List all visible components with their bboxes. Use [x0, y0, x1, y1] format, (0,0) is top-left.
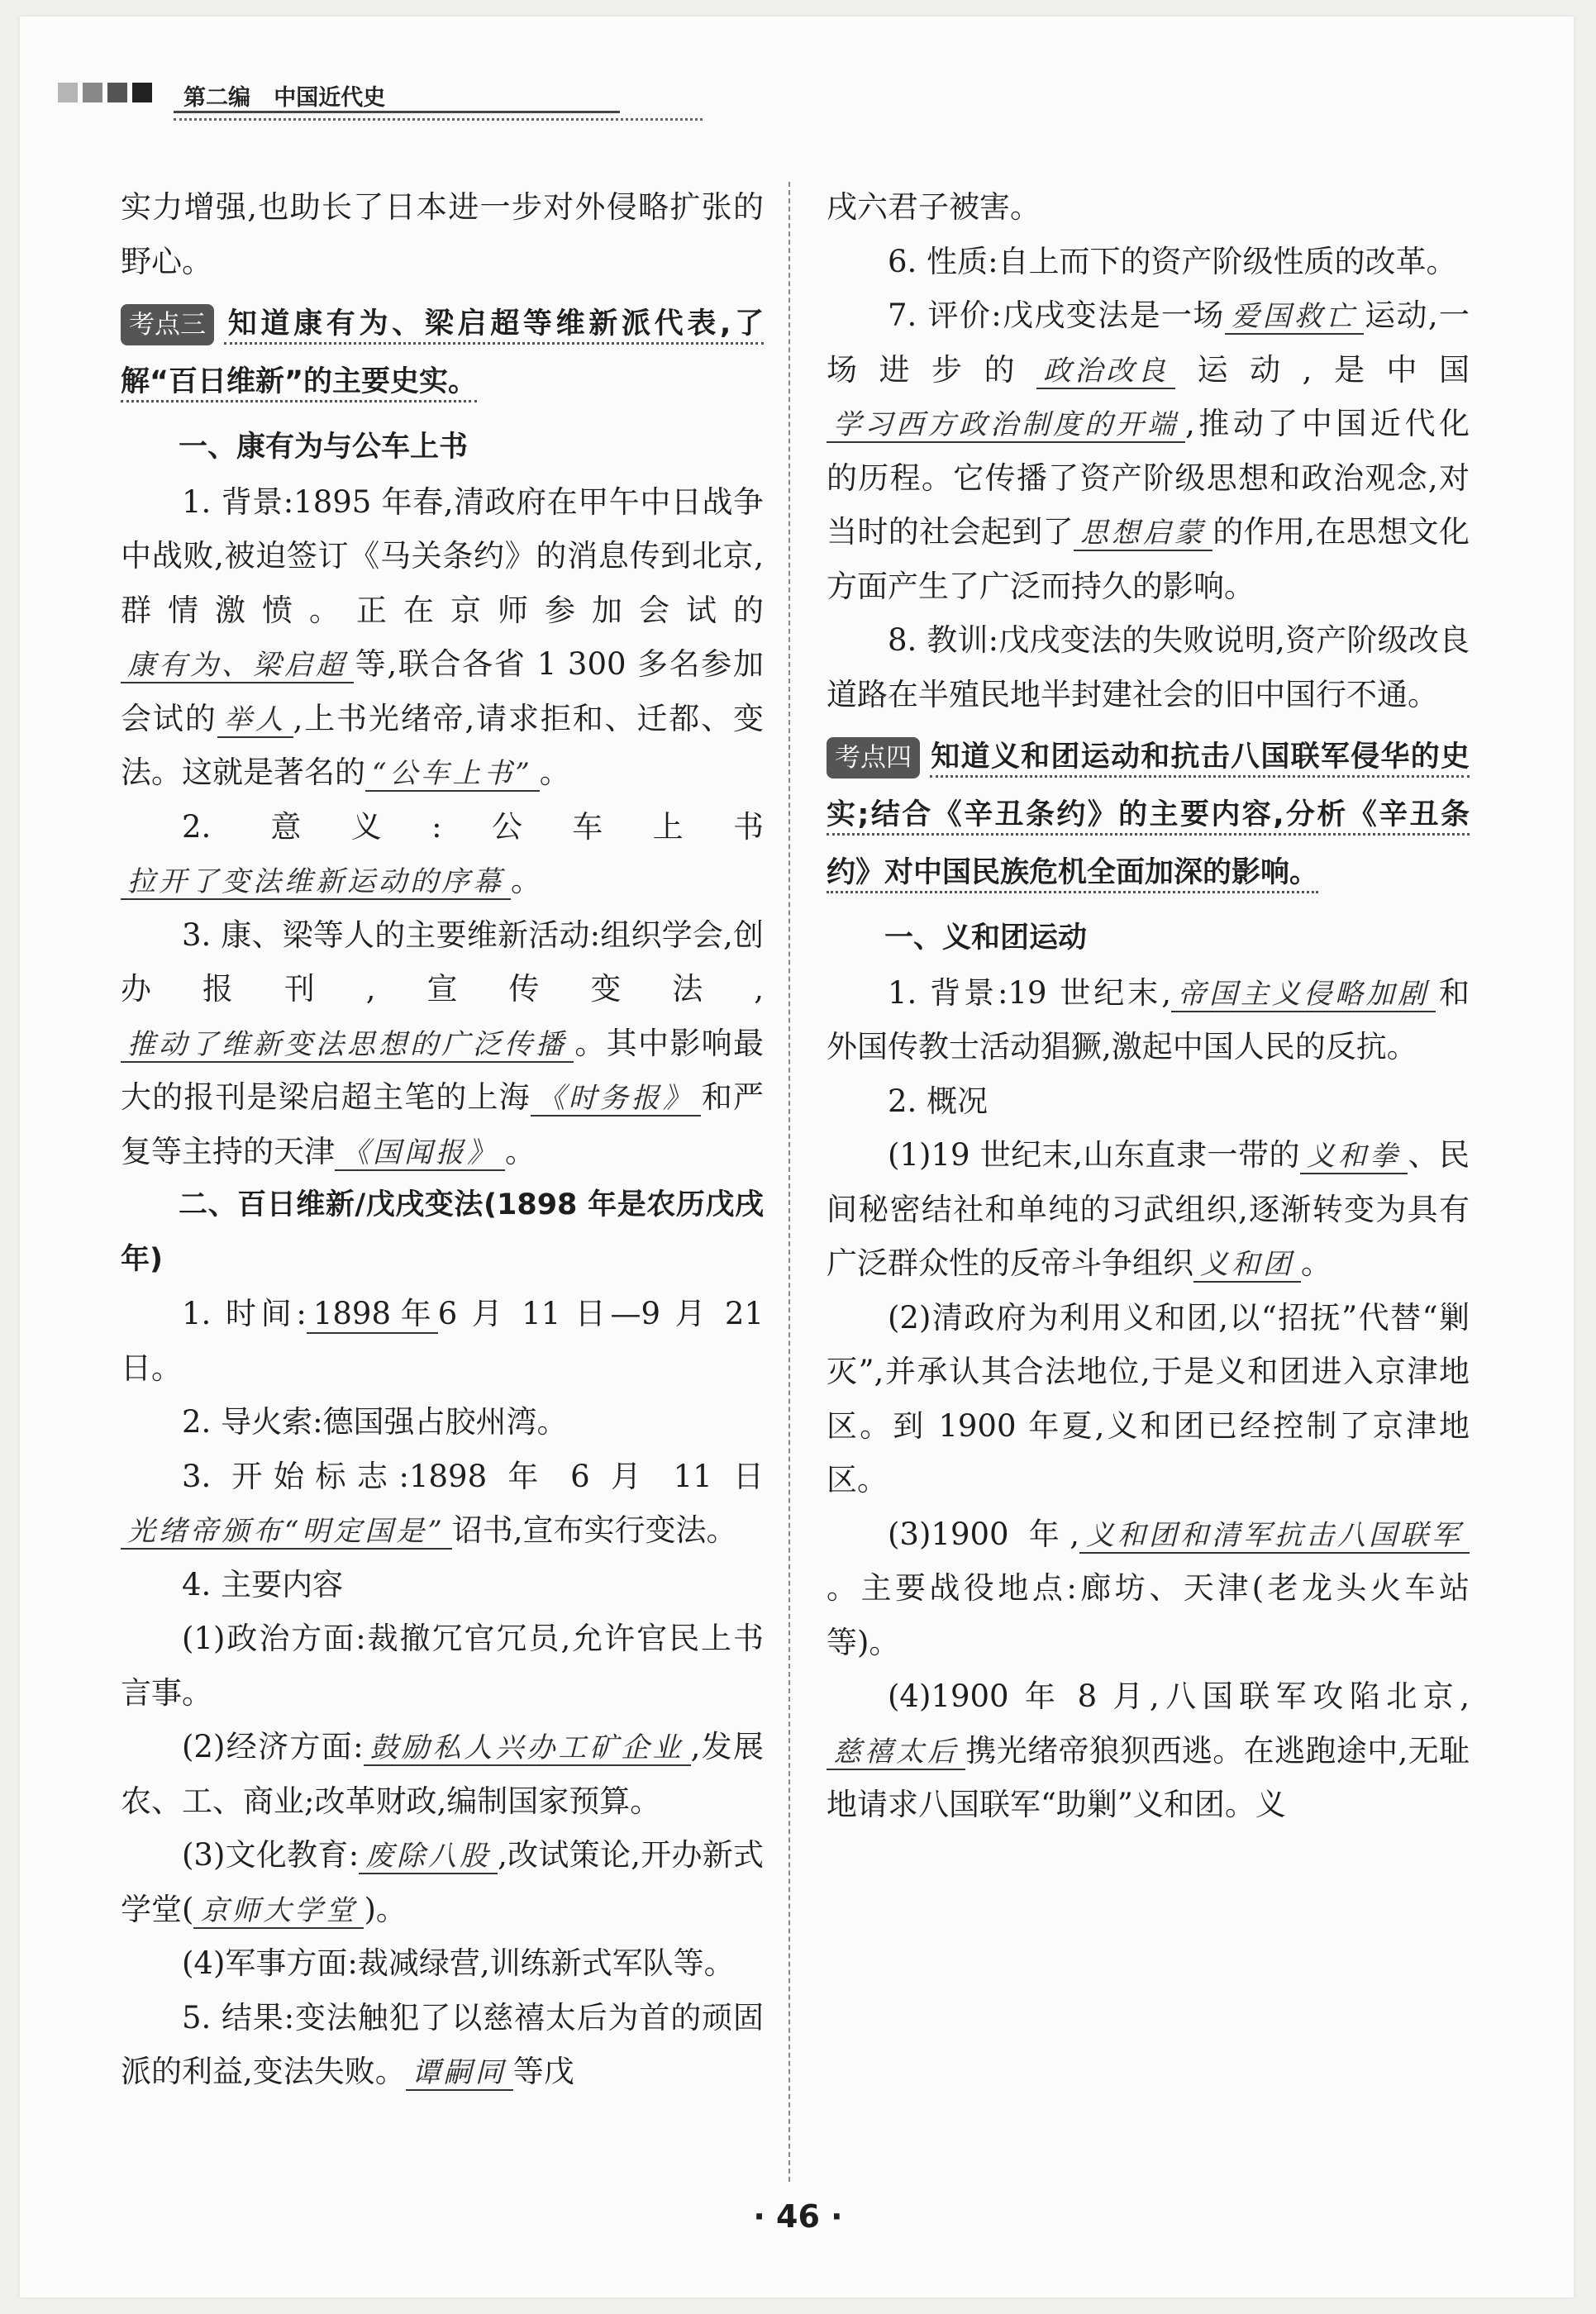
activities-paragraph: [121, 908, 764, 1179]
answer-blank: 帝国主义侵略加剧: [1171, 978, 1436, 1012]
text: 5. 结果:变法触犯了以慈禧太后为首的顽固派的利益,变法失败。: [121, 1999, 764, 2089]
overview-1: [827, 1128, 1470, 1291]
text: 。: [1301, 1245, 1332, 1281]
overview-2: (2)清政府为利用义和团,以“招抚”代替“剿灭”,并承认其合法地位,于是义和团进入京津地区。到 1900 年夏,义和团已经控制了京津地区。: [827, 1299, 1470, 1497]
section-heading: 二、百日维新/戊戌变法(1898 年是农历戊戌年): [121, 1188, 764, 1276]
answer-blank: 《时务报》: [531, 1083, 701, 1117]
text: 3. 康、梁等人的主要维新活动:组织学会,创办报刊,宣传变法,: [121, 917, 764, 1007]
answer-blank: 举人: [217, 704, 293, 738]
paragraph: 戌六君子被害。: [827, 189, 1041, 225]
text: 6 月 11 日—9 月 21 日。: [121, 1296, 764, 1386]
lesson-paragraph: 8. 教训:戊戌变法的失败说明,资产阶级改良道路在半殖民地半封建社会的旧中国行不通。: [827, 622, 1470, 712]
page-number: · 46 ·: [753, 2198, 843, 2235]
section-heading: 一、康有为与公车上书: [179, 431, 469, 464]
key-point-3: [121, 295, 764, 411]
answer-blank: 拉开了变法维新运动的序幕: [121, 866, 511, 900]
text: 。: [539, 755, 570, 790]
text: )。: [364, 1891, 407, 1927]
overview-3: [827, 1507, 1470, 1670]
text: ,改试策论,开办新式学堂(: [121, 1837, 764, 1927]
significance-paragraph: [121, 800, 764, 908]
text: 运动,一场进步的: [827, 298, 1470, 388]
result-paragraph: [121, 1991, 764, 2099]
answer-blank: 鼓励私人兴办工矿企业: [364, 1732, 691, 1766]
text: 。主要战役地点:廊坊、天津(老龙头火车站等)。: [827, 1570, 1470, 1660]
content-title: 4. 主要内容: [182, 1566, 344, 1602]
text: 携光绪帝狼狈西逃。在逃跑途中,无耻地请求八国联军“助剿”义和团。义: [827, 1732, 1470, 1822]
economic-paragraph: [121, 1720, 764, 1828]
answer-blank: 义和团和清军抗击八国联军: [1079, 1520, 1470, 1554]
answer-blank: 学习西方政治制度的开端: [827, 409, 1185, 443]
answer-blank: 义和拳: [1300, 1140, 1408, 1174]
answer-blank: 慈禧太后: [827, 1736, 965, 1770]
header-section: 第二编: [183, 85, 250, 111]
answer-blank: 废除八股: [359, 1840, 498, 1874]
header-rule: [174, 111, 620, 113]
text: 。: [511, 863, 541, 898]
fuse-paragraph: 2. 导火索:德国强占胶州湾。: [182, 1404, 568, 1440]
text: 的作用,在思想文化方面产生了广泛而持久的影响。: [827, 514, 1470, 604]
text: (3)文化教育:: [182, 1837, 360, 1873]
text: (2)经济方面:: [182, 1729, 364, 1764]
answer-blank: 爱国救亡: [1225, 301, 1364, 335]
text: 1. 背景:19 世纪末,: [888, 974, 1172, 1011]
key-point-text: 知道义和团运动和抗击八国联军侵华的史实;结合《辛丑条约》的主要内容,分析《辛丑条约》对中国民族危机全面加深的影响。: [827, 740, 1470, 893]
page-header: [58, 58, 703, 116]
answer-blank: 1898 年: [307, 1297, 438, 1334]
left-column: [121, 180, 764, 2099]
paragraph: 实力增强,也助长了日本进一步对外侵略扩张的野心。: [121, 189, 764, 279]
text: 诏书,宣布实行变法。: [451, 1512, 737, 1548]
answer-blank: 康有为、梁启超: [121, 650, 354, 683]
text: 1. 时间:: [182, 1296, 307, 1331]
nature-paragraph: 6. 性质:自上而下的资产阶级性质的改革。: [888, 243, 1457, 279]
key-point-text: 知道康有为、梁启超等维新派代表,了解“百日维新”的主要史实。: [121, 307, 764, 402]
key-point-tag: 考点四: [827, 737, 920, 778]
military-paragraph: (4)军事方面:裁减绿营,训练新式军队等。: [182, 1945, 735, 1981]
answer-blank: 谭嗣同: [406, 2057, 513, 2091]
key-point-tag: 考点三: [121, 304, 214, 345]
background-paragraph: [121, 475, 764, 800]
overview-4: [827, 1669, 1470, 1832]
text: (1)19 世纪末,山东直隶一带的: [888, 1137, 1300, 1173]
answer-blank: 思想启蒙: [1074, 517, 1212, 551]
key-point-4: [827, 728, 1470, 902]
header-blocks: [58, 83, 152, 102]
text: ,上书光绪帝,请求拒和、迁都、变法。这就是著名的: [121, 700, 764, 790]
education-paragraph: [121, 1828, 764, 1936]
answer-blank: 推动了维新变法思想的广泛传播: [121, 1029, 574, 1063]
answer-blank: 京师大学堂: [193, 1895, 364, 1929]
start-paragraph: [121, 1450, 764, 1558]
text: ,推动了中国近代化的历程。它传播了资产阶级思想和政治观念,对当时的社会起到了: [827, 406, 1470, 550]
evaluation-paragraph: [827, 288, 1470, 613]
text: (4)1900 年 8 月,八国联军攻陷北京,: [888, 1678, 1470, 1714]
text: 等,联合各省 1 300 多名参加会试的: [121, 646, 764, 736]
answer-blank: 义和团: [1193, 1249, 1301, 1283]
answer-blank: 《国闻报》: [335, 1137, 505, 1171]
time-paragraph: [121, 1287, 764, 1395]
column-divider: [788, 182, 790, 2182]
text: 。: [505, 1133, 536, 1169]
text: ,发展农、工、商业;改革财政,编制国家预算。: [121, 1729, 764, 1819]
header-block-2: [83, 83, 102, 102]
header-block-4: [132, 83, 152, 102]
answer-blank: 光绪帝颁布“明定国是”: [121, 1516, 452, 1550]
header-title: [183, 79, 385, 112]
text: 。其中影响最大的报刊是梁启超主笔的上海: [121, 1025, 764, 1115]
header-block-3: [107, 83, 127, 102]
header-block-1: [58, 83, 78, 102]
text: 和严复等主持的天津: [121, 1079, 765, 1169]
text: 2. 意义:公车上书: [182, 808, 764, 845]
background-paragraph: [827, 966, 1470, 1074]
answer-blank: 政治改良: [1036, 355, 1175, 389]
right-column: [827, 180, 1470, 1832]
header-subject: 中国近代史: [274, 85, 386, 111]
text: (3)1900 年,: [888, 1516, 1079, 1552]
political-paragraph: (1)政治方面:裁撤冗官冗员,允许官民上书言事。: [121, 1621, 764, 1711]
section-heading: 一、义和团运动: [884, 921, 1088, 955]
text: 3. 开始标志:1898 年 6 月 11 日: [182, 1458, 764, 1494]
text: 、民间秘密结社和单纯的习武组织,逐渐转变为具有广泛群众性的反帝斗争组织: [827, 1137, 1470, 1281]
text: 运动,是中国: [1175, 351, 1470, 388]
text: 7. 评价:戊戌变法是一场: [888, 298, 1225, 333]
header-dotted-rule: [174, 118, 703, 121]
text: 等戊: [512, 2054, 574, 2089]
text: 和外国传教士活动猖獗,激起中国人民的反抗。: [827, 974, 1470, 1064]
text: 1. 背景:1895 年春,清政府在甲午中日战争中战败,被迫签订《马关条约》的消息传到北京,群情激愤。正在京师参加会试的: [121, 483, 764, 628]
overview-title: 2. 概况: [888, 1083, 989, 1119]
answer-blank: “公车上书”: [365, 758, 540, 792]
